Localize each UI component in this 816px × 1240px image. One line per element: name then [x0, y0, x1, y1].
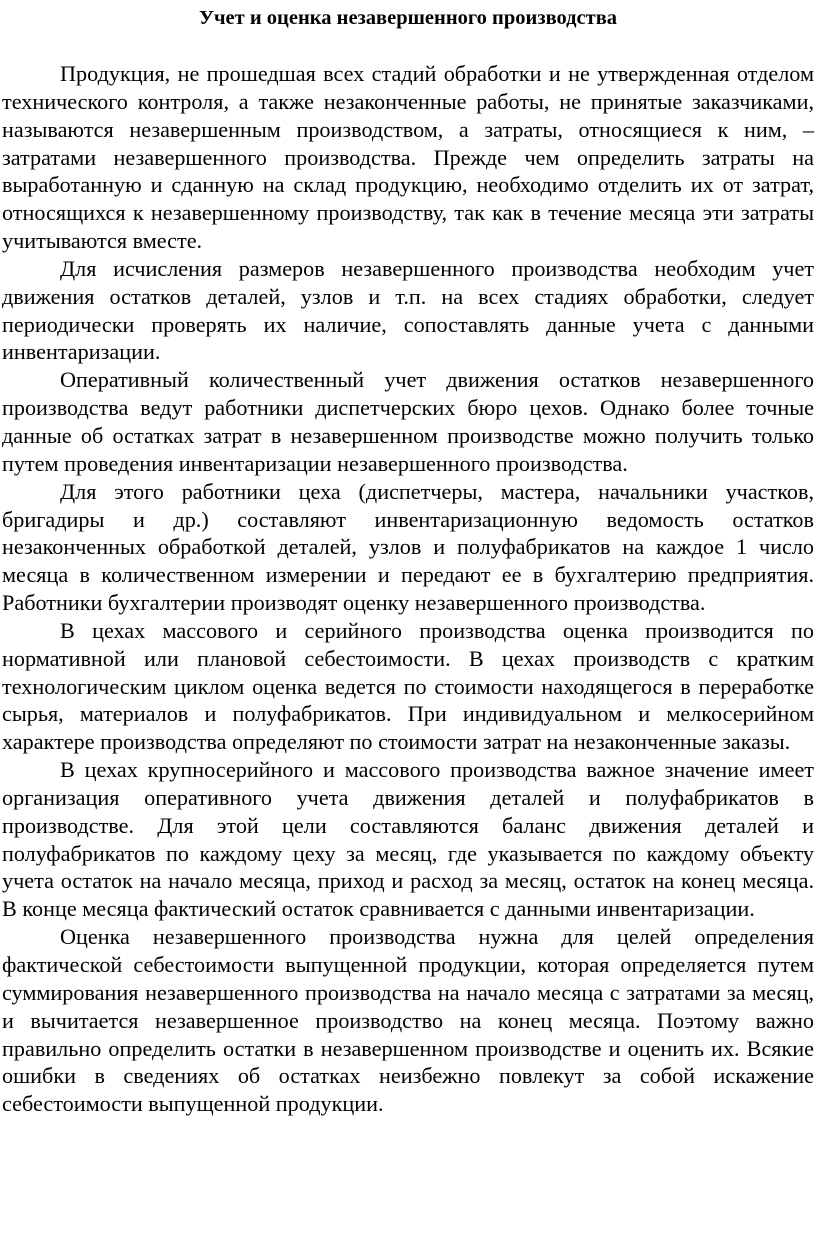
paragraph-7: Оценка незавершенного производства нужна для целей определения фактической себестоимости выпущенной продукции, которая определяется путем суммирования незавершенного производства на начало месяца с затратами за месяц, и вычитается незавершенное производство на конец месяца. Поэтому важно правильно определить остатки в незавершенном производстве и оценить их. Всякие ошибки в сведениях об остатках неизбежно повлекут за собой искажение себестоимости выпущенной продукции.	[2, 924, 814, 1117]
document-title: Учет и оценка незавершенного производства	[198, 7, 618, 29]
paragraph-1: Продукция, не прошедшая всех стадий обработки и не утвержденная отделом технического контроля, а также незаконченные работы, не принятые заказчиками, называются незавершенным производством, а затраты, относящиеся к ним, – затратами незавершенного производства. Прежде чем определить затраты на выработанную и сданную на склад продукцию, необходимо отделить их от затрат, относящихся к незавершенному производству, так как в течение месяца эти затраты учитываются вместе.	[2, 61, 814, 254]
paragraph-3: Оперативный количественный учет движения остатков незавершенного производства ведут работники диспетчерских бюро цехов. Однако более точные данные об остатках затрат в незавершенном производстве можно получить только путем проведения инвентаризации незавершенного производства.	[2, 367, 814, 476]
paragraph-6: В цехах крупносерийного и массового производства важное значение имеет организация оперативного учета движения деталей и полуфабрикатов в производстве. Для этой цели составляются баланс движения деталей и полуфабрикатов по каждому цеху за месяц, где указывается по каждому объекту учета остаток на начало месяца, приход и расход за месяц, остаток на конец месяца. В конце месяца фактический остаток сравнивается с данными инвентаризации.	[2, 757, 814, 922]
paragraph-4: Для этого работники цеха (диспетчеры, мастера, начальники участков, бригадиры и др.) составляют инвентаризационную ведомость остатков незаконченных обработкой деталей, узлов и полуфабрикатов на каждое 1 число месяца в количественном измерении и передают ее в бухгалтерию предприятия. Работники бухгалтерии производят оценку незавершенного производства.	[2, 478, 814, 616]
document-body	[2, 60, 814, 1118]
paragraph-2: Для исчисления размеров незавершенного производства необходим учет движения остатков деталей, узлов и т.п. на всех стадиях обработки, следует периодически проверять их наличие, сопоставлять данные учета с данными инвентаризации.	[2, 255, 814, 365]
paragraph-5: В цехах массового и серийного производства оценка производится по нормативной или плановой себестоимости. В цехах производств с кратким технологическим циклом оценка ведется по стоимости находящегося в переработке сырья, материалов и полуфабрикатов. При индивидуальном и мелкосерийном характере производства определяют по стоимости затрат на незаконченные заказы.	[2, 617, 814, 755]
